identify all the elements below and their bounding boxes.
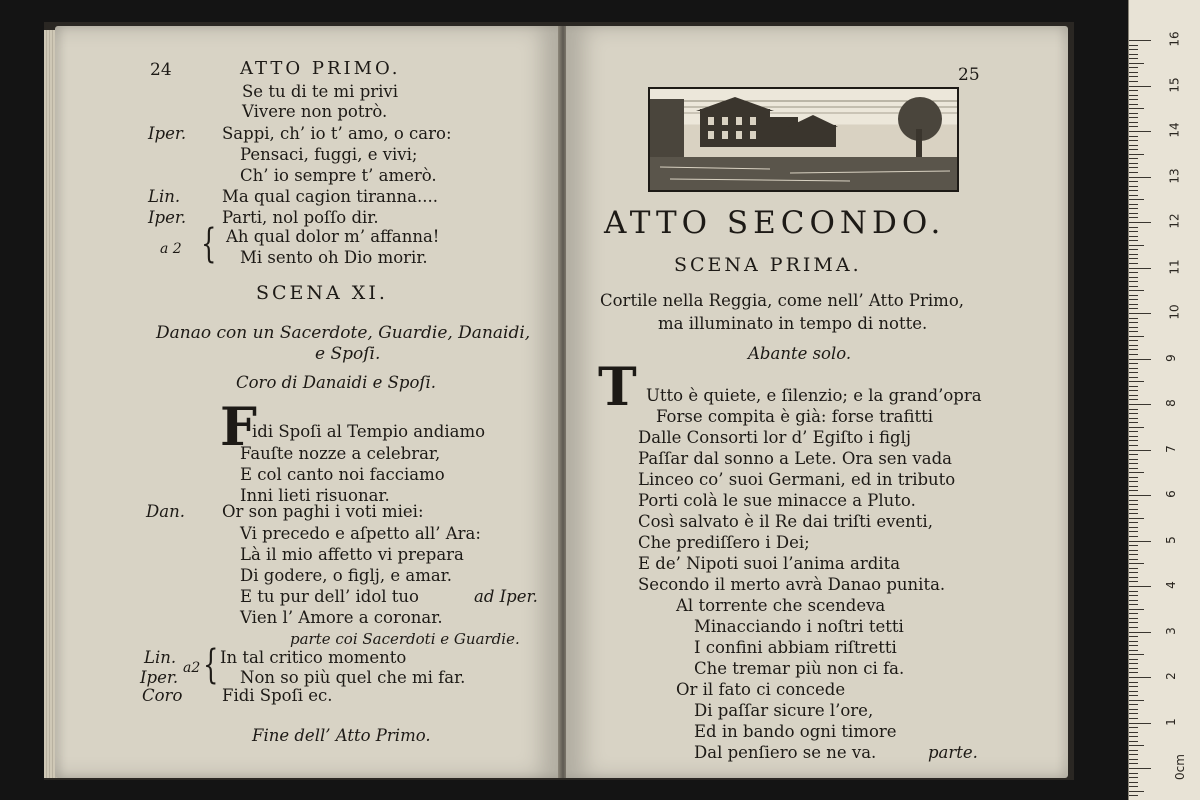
verse-line: Sappi, ch’ io t’ amo, o caro:	[222, 124, 452, 143]
ruler-tick	[1129, 58, 1138, 59]
ruler-tick	[1129, 368, 1138, 369]
ruler-tick	[1129, 117, 1138, 118]
ruler-tick	[1129, 618, 1138, 619]
a2-marker: a 2	[160, 241, 182, 257]
ruler-tick	[1129, 759, 1138, 760]
ruler-tick	[1129, 399, 1138, 400]
verse-line: Forse compita è già: forse trafitti	[656, 407, 934, 426]
ruler-tick	[1129, 199, 1144, 200]
ruler-tick	[1129, 381, 1144, 382]
ruler-tick	[1129, 404, 1151, 405]
ruler-tick	[1129, 527, 1138, 528]
ruler-tick	[1129, 713, 1138, 714]
ruler-tick	[1129, 108, 1144, 109]
ruler-tick	[1129, 54, 1138, 55]
ruler-tick	[1129, 281, 1138, 282]
ruler-tick	[1129, 677, 1151, 678]
measurement-ruler	[1128, 0, 1200, 800]
ruler-tick	[1129, 463, 1138, 464]
ruler-tick	[1129, 349, 1138, 350]
ruler-tick	[1129, 504, 1138, 505]
speaker-label: Iper.	[140, 668, 179, 687]
ruler-label: 3	[1163, 626, 1178, 635]
ruler-tick	[1129, 172, 1138, 173]
stage-direction: parte coi Sacerdoti e Guardie.	[290, 630, 520, 648]
ruler-label: 5	[1163, 535, 1178, 544]
ruler-tick	[1129, 181, 1138, 182]
verse-line: Minacciando i noſtri tetti	[694, 617, 904, 636]
left-page-number: 24	[150, 60, 172, 80]
ruler-tick	[1129, 481, 1138, 482]
verse-line: Parti, nol poſſo dir.	[222, 208, 379, 227]
ruler-tick	[1129, 231, 1138, 232]
speaker-label: Iper.	[148, 124, 187, 143]
verse-line: In tal critico momento	[220, 648, 407, 667]
ruler-tick	[1129, 154, 1144, 155]
ruler-tick	[1129, 609, 1144, 610]
ruler-tick	[1129, 695, 1138, 696]
ruler-tick	[1129, 90, 1138, 91]
ruler-tick	[1129, 222, 1151, 223]
ruler-tick	[1129, 654, 1144, 655]
ruler-tick	[1129, 76, 1138, 77]
ruler-tick	[1129, 645, 1138, 646]
ruler-tick	[1129, 732, 1138, 733]
ruler-tick	[1129, 313, 1151, 314]
ruler-tick	[1129, 459, 1138, 460]
ruler-tick	[1129, 450, 1151, 451]
verse-line: Che prediſſero i Dei;	[638, 533, 810, 552]
ruler-tick	[1129, 495, 1151, 496]
verse-line: Là il mio affetto vi prepara	[240, 545, 464, 564]
drop-capital: T	[598, 357, 637, 418]
ruler-tick	[1129, 422, 1138, 423]
ruler-tick	[1129, 636, 1138, 637]
ruler-tick	[1129, 295, 1138, 296]
ruler-tick	[1129, 318, 1138, 319]
ruler-tick	[1129, 600, 1138, 601]
ruler-tick	[1129, 45, 1138, 46]
ruler-tick	[1129, 768, 1151, 769]
ruler-tick	[1129, 472, 1144, 473]
ruler-tick	[1129, 763, 1138, 764]
ruler-tick	[1129, 468, 1138, 469]
ruler-tick	[1129, 254, 1138, 255]
ruler-tick	[1129, 104, 1138, 105]
verse-line: Ah qual dolor m’ affanna!	[226, 227, 440, 246]
right-page-number: 25	[958, 65, 980, 85]
ruler-tick	[1129, 550, 1138, 551]
verse-line: Al torrente che scendeva	[676, 596, 886, 615]
brace-symbol: {	[201, 221, 217, 267]
ruler-tick	[1129, 240, 1138, 241]
ruler-tick	[1129, 149, 1138, 150]
ruler-label: 8	[1163, 399, 1178, 407]
ruler-label: 7	[1163, 444, 1178, 453]
ruler-tick	[1129, 750, 1138, 751]
ruler-tick	[1129, 363, 1138, 364]
ruler-tick	[1129, 577, 1138, 578]
ruler-tick	[1129, 445, 1138, 446]
ruler-tick	[1129, 217, 1138, 218]
scene-title: SCENA PRIMA.	[674, 254, 862, 276]
ruler-tick	[1129, 745, 1144, 746]
verse-line: Porti colà le sue minacce a Pluto.	[638, 491, 916, 510]
brace-symbol: {	[203, 642, 219, 688]
ruler-tick	[1129, 72, 1138, 73]
ruler-tick	[1129, 545, 1138, 546]
ruler-tick	[1129, 167, 1138, 168]
setting-description: Cortile nella Reggia, come nell’ Atto Primo,	[600, 291, 965, 310]
verse-line: Or son paghi i voti miei:	[222, 502, 424, 521]
setting-description: ma illuminato in tempo di notte.	[658, 314, 928, 333]
ruler-tick	[1129, 113, 1138, 114]
ruler-tick	[1129, 782, 1138, 783]
ruler-tick	[1129, 145, 1138, 146]
ruler-tick	[1129, 245, 1144, 246]
verse-line: Paſſar dal sonno a Lete. Ora sen vada	[638, 449, 952, 468]
ruler-tick	[1129, 190, 1138, 191]
verse-line: Fidi Spoſi ec.	[222, 686, 333, 705]
ruler-tick	[1129, 208, 1138, 209]
speaker-label: Coro	[142, 686, 183, 705]
ruler-tick	[1129, 158, 1138, 159]
ruler-tick	[1129, 272, 1138, 273]
ruler-label: 0cm	[1172, 754, 1187, 780]
ruler-label: 16	[1167, 31, 1182, 47]
ruler-tick	[1129, 509, 1138, 510]
ruler-tick	[1129, 741, 1138, 742]
ruler-tick	[1129, 754, 1138, 755]
ruler-tick	[1129, 486, 1138, 487]
verse-line: Ma qual cagion tiranna....	[222, 187, 438, 206]
ruler-tick	[1129, 327, 1138, 328]
ruler-tick	[1129, 418, 1138, 419]
ruler-label: 4	[1163, 581, 1178, 589]
speaker-label: Iper.	[148, 208, 187, 227]
chorus-title: Coro di Danaidi e Spoſi.	[236, 373, 437, 392]
ruler-tick	[1129, 668, 1138, 669]
verse-line: E col canto noi facciamo	[240, 465, 445, 484]
ruler-tick	[1129, 386, 1138, 387]
speaker-label: Lin.	[148, 187, 181, 206]
ruler-tick	[1129, 413, 1138, 414]
ruler-tick	[1129, 331, 1138, 332]
ruler-tick	[1129, 299, 1138, 300]
ruler-tick	[1129, 427, 1144, 428]
ruler-label: 14	[1167, 122, 1182, 138]
ruler-tick	[1129, 563, 1144, 564]
verse-line: E de’ Nipoti suoi l’anima ardita	[638, 554, 901, 573]
ruler-tick	[1129, 500, 1138, 501]
ruler-tick	[1129, 554, 1138, 555]
ruler-tick	[1129, 586, 1151, 587]
ruler-tick	[1129, 263, 1138, 264]
ruler-tick	[1129, 686, 1138, 687]
verse-line: Secondo il merto avrà Danao punita.	[638, 575, 946, 594]
ruler-tick	[1129, 727, 1138, 728]
verse-line: Or il fato ci concede	[676, 680, 846, 699]
ruler-tick	[1129, 377, 1138, 378]
verse-line: Così salvato è il Re dai triſti eventi,	[638, 512, 933, 531]
exit-direction: parte.	[928, 743, 978, 762]
ruler-tick	[1129, 777, 1138, 778]
scene-title: SCENA XI.	[256, 282, 388, 304]
ruler-tick	[1129, 440, 1138, 441]
a2-marker: a2	[183, 660, 201, 676]
ruler-tick	[1129, 340, 1138, 341]
act-end-note: Fine dell’ Atto Primo.	[252, 726, 431, 745]
ruler-tick	[1129, 454, 1138, 455]
ruler-tick	[1129, 99, 1138, 100]
ruler-tick	[1129, 659, 1138, 660]
ruler-tick	[1129, 195, 1138, 196]
ruler-tick	[1129, 791, 1144, 792]
scene-description: Danao con un Sacerdote, Guardie, Danaidi,	[156, 323, 531, 343]
ruler-tick	[1129, 163, 1138, 164]
ruler-tick	[1129, 213, 1138, 214]
verse-line: E tu pur dell’ idol tuo	[240, 587, 419, 606]
ruler-tick	[1129, 359, 1151, 360]
ruler-tick	[1129, 67, 1138, 68]
woodcut-vignette	[648, 87, 959, 192]
ruler-tick	[1129, 595, 1138, 596]
ruler-tick	[1129, 136, 1138, 137]
ruler-tick	[1129, 186, 1138, 187]
ruler-tick	[1129, 773, 1138, 774]
ruler-tick	[1129, 49, 1138, 50]
ruler-tick	[1129, 304, 1138, 305]
ruler-tick	[1129, 81, 1138, 82]
ruler-tick	[1129, 395, 1138, 396]
verse-line: Se tu di te mi privi	[242, 82, 399, 101]
ruler-tick	[1129, 277, 1138, 278]
ruler-tick	[1129, 308, 1138, 309]
ruler-tick	[1129, 372, 1138, 373]
ruler-label: 15	[1167, 76, 1182, 93]
verse-line: Ch’ io sempre t’ amerò.	[240, 166, 437, 185]
ruler-tick	[1129, 436, 1138, 437]
ruler-label: 1	[1163, 717, 1178, 726]
ruler-tick	[1129, 795, 1138, 796]
ruler-tick	[1129, 581, 1138, 582]
verse-line: Mi sento oh Dio morir.	[240, 248, 428, 267]
ruler-tick	[1129, 236, 1138, 237]
ruler-tick	[1129, 536, 1138, 537]
ruler-tick	[1129, 704, 1138, 705]
ruler-tick	[1129, 336, 1144, 337]
verse-line: Vi precedo e aſpetto all’ Ara:	[240, 524, 481, 543]
verse-line: Ed in bando ogni timore	[694, 722, 897, 741]
ruler-tick	[1129, 409, 1138, 410]
ruler-label: 11	[1167, 258, 1182, 275]
ruler-tick	[1129, 718, 1138, 719]
ruler-tick	[1129, 786, 1138, 787]
character-note: Abante solo.	[748, 344, 852, 363]
ruler-tick	[1129, 249, 1138, 250]
ruler-label: 12	[1167, 213, 1182, 229]
ruler-tick	[1129, 604, 1138, 605]
ruler-tick	[1129, 650, 1138, 651]
ruler-tick	[1129, 627, 1138, 628]
ruler-tick	[1129, 691, 1138, 692]
ruler-tick	[1129, 390, 1138, 391]
ruler-tick	[1129, 568, 1138, 569]
ruler-tick	[1129, 140, 1138, 141]
verse-line: Inni lieti risuonar.	[240, 486, 390, 505]
verse-line: Dal penſiero se ne va.	[694, 743, 877, 762]
ruler-tick	[1129, 641, 1138, 642]
verse-line: idi Spoſi al Tempio andiamo	[252, 422, 486, 441]
verse-line: Non so più quel che mi far.	[240, 668, 466, 687]
ruler-tick	[1129, 431, 1138, 432]
ruler-tick	[1129, 513, 1138, 514]
verse-line: Vien l’ Amore a coronar.	[240, 608, 443, 627]
speaker-label: Lin.	[144, 648, 177, 667]
ruler-tick	[1129, 672, 1138, 673]
ruler-tick	[1129, 290, 1144, 291]
ruler-tick	[1129, 632, 1151, 633]
ruler-tick	[1129, 709, 1138, 710]
ruler-tick	[1129, 286, 1138, 287]
ruler-tick	[1129, 258, 1138, 259]
scene-description: e Spoſi.	[315, 344, 381, 364]
ruler-label: 13	[1167, 167, 1182, 184]
speaker-label: Dan.	[146, 502, 185, 521]
ruler-label: 2	[1163, 672, 1178, 680]
ruler-tick	[1129, 177, 1151, 178]
verse-line: Vivere non potrò.	[242, 102, 388, 121]
verse-line: Che tremar più non ci fa.	[694, 659, 905, 678]
ruler-tick	[1129, 268, 1151, 269]
ruler-tick	[1129, 63, 1144, 64]
ruler-tick	[1129, 95, 1138, 96]
verse-line: Pensaci, fuggi, e vivi;	[240, 145, 418, 164]
ruler-tick	[1129, 126, 1138, 127]
ruler-tick	[1129, 477, 1138, 478]
ruler-tick	[1129, 518, 1144, 519]
ruler-tick	[1129, 613, 1138, 614]
ruler-tick	[1129, 723, 1151, 724]
ruler-tick	[1129, 490, 1138, 491]
verse-line: Di paſſar sicure l’ore,	[694, 701, 874, 720]
ruler-tick	[1129, 559, 1138, 560]
ruler-tick	[1129, 541, 1151, 542]
ruler-label: 9	[1163, 353, 1178, 362]
ruler-tick	[1129, 591, 1138, 592]
ruler-tick	[1129, 354, 1138, 355]
ruler-label: 10	[1167, 304, 1182, 320]
verse-line: Utto è quiete, e ſilenzio; e la grand’opra	[646, 386, 982, 405]
verse-line: I confini abbiam riſtretti	[694, 638, 897, 657]
verse-line: Linceo co’ suoi Germani, ed in tributo	[638, 470, 956, 489]
ruler-tick	[1129, 531, 1138, 532]
drop-capital: F	[220, 397, 257, 458]
ruler-label: 6	[1163, 490, 1178, 498]
verse-line: Fauſte nozze a celebrar,	[240, 444, 441, 463]
ruler-tick	[1129, 86, 1151, 87]
ruler-tick	[1129, 227, 1138, 228]
ruler-tick	[1129, 131, 1151, 132]
ruler-tick	[1129, 345, 1138, 346]
ruler-tick	[1129, 40, 1151, 41]
ruler-tick	[1129, 522, 1138, 523]
stage-aside: ad Iper.	[474, 587, 538, 606]
ruler-tick	[1129, 682, 1138, 683]
ruler-tick	[1129, 572, 1138, 573]
act-title: ATTO SECONDO.	[604, 205, 946, 241]
ruler-tick	[1129, 204, 1138, 205]
ruler-tick	[1129, 122, 1138, 123]
ruler-tick	[1129, 663, 1138, 664]
left-running-head: ATTO PRIMO.	[240, 58, 401, 79]
verse-line: Di godere, o figlj, e amar.	[240, 566, 452, 585]
ruler-tick	[1129, 322, 1138, 323]
ruler-tick	[1129, 622, 1138, 623]
ruler-tick	[1129, 700, 1144, 701]
ruler-tick	[1129, 736, 1138, 737]
verse-line: Dalle Consorti lor d’ Egiſto i figlj	[638, 428, 911, 447]
